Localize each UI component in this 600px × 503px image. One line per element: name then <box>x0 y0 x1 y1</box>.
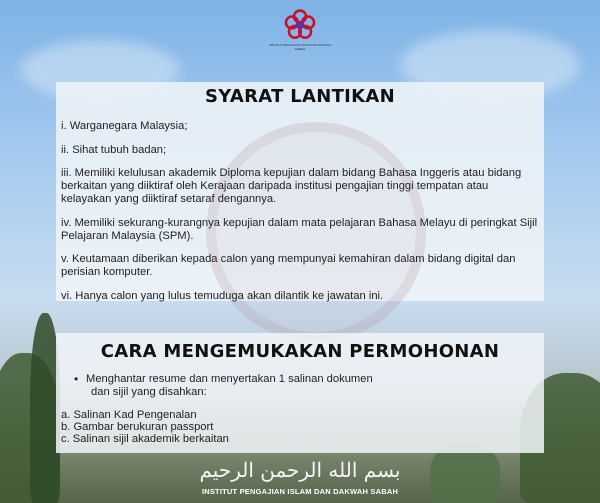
requirement-item: v. Keutamaan diberikan kepada calon yang mempunyai kemahiran dalam bidang digital dan perisian komputer. <box>61 253 516 278</box>
document-item: b. Gambar berukuran passport <box>61 420 214 433</box>
document-item: a. Salinan Kad Pengenalan <box>61 409 197 421</box>
requirement-item: ii. Sihat tubuh badan; <box>61 143 167 156</box>
instruction-line: Menghantar resume dan menyertakan 1 salinan dokumen <box>86 373 373 385</box>
logo-tagline: INSTITUT PENGAJIAN ISLAM DAN DAKWAH SABAH <box>268 43 332 51</box>
application-instruction <box>86 373 373 398</box>
application-title: CARA MENGEMUKAKAN PERMOHONAN <box>100 341 500 362</box>
requirement-item: iii. Memiliki kelulusan akademik Diploma kepujian dalam bidang Bahasa Inggeris atau bidang berkaitan yang diiktiraf oleh Kerajaan daripada institusi pengajian tinggi tempatan atau kelayakan yang diiktiraf setaraf dengannya. <box>61 167 522 205</box>
document-list <box>61 410 229 445</box>
requirements-card <box>56 82 544 301</box>
requirements-title: SYARAT LANTIKAN <box>204 86 396 107</box>
instruction-line: dan sijil yang disahkan: <box>91 385 207 398</box>
requirement-item: vi. Hanya calon yang lulus temuduga akan dilantik ke jawatan ini. <box>61 289 384 302</box>
footer-calligraphy: بسم الله الرحمن الرحيم <box>199 458 401 482</box>
bullet-icon: • <box>74 372 79 386</box>
requirements-list <box>61 120 539 313</box>
document-item: c. Salinan sijil akademik berkaitan <box>61 432 229 445</box>
application-card <box>56 333 544 453</box>
requirement-item: iv. Memiliki sekurang-kurangnya kepujian dalam mata pelajaran Bahasa Melayu di peringkat Sijil Pelajaran Malaysia (SPM). <box>61 216 538 242</box>
institution-logo <box>269 8 331 70</box>
footer-institution-name: INSTITUT PENGAJIAN ISLAM DAN DAKWAH SABAH <box>201 487 399 496</box>
requirement-item: i. Warganegara Malaysia; <box>61 120 188 132</box>
flower-emblem-icon <box>283 8 317 42</box>
application-bullet <box>74 373 373 398</box>
